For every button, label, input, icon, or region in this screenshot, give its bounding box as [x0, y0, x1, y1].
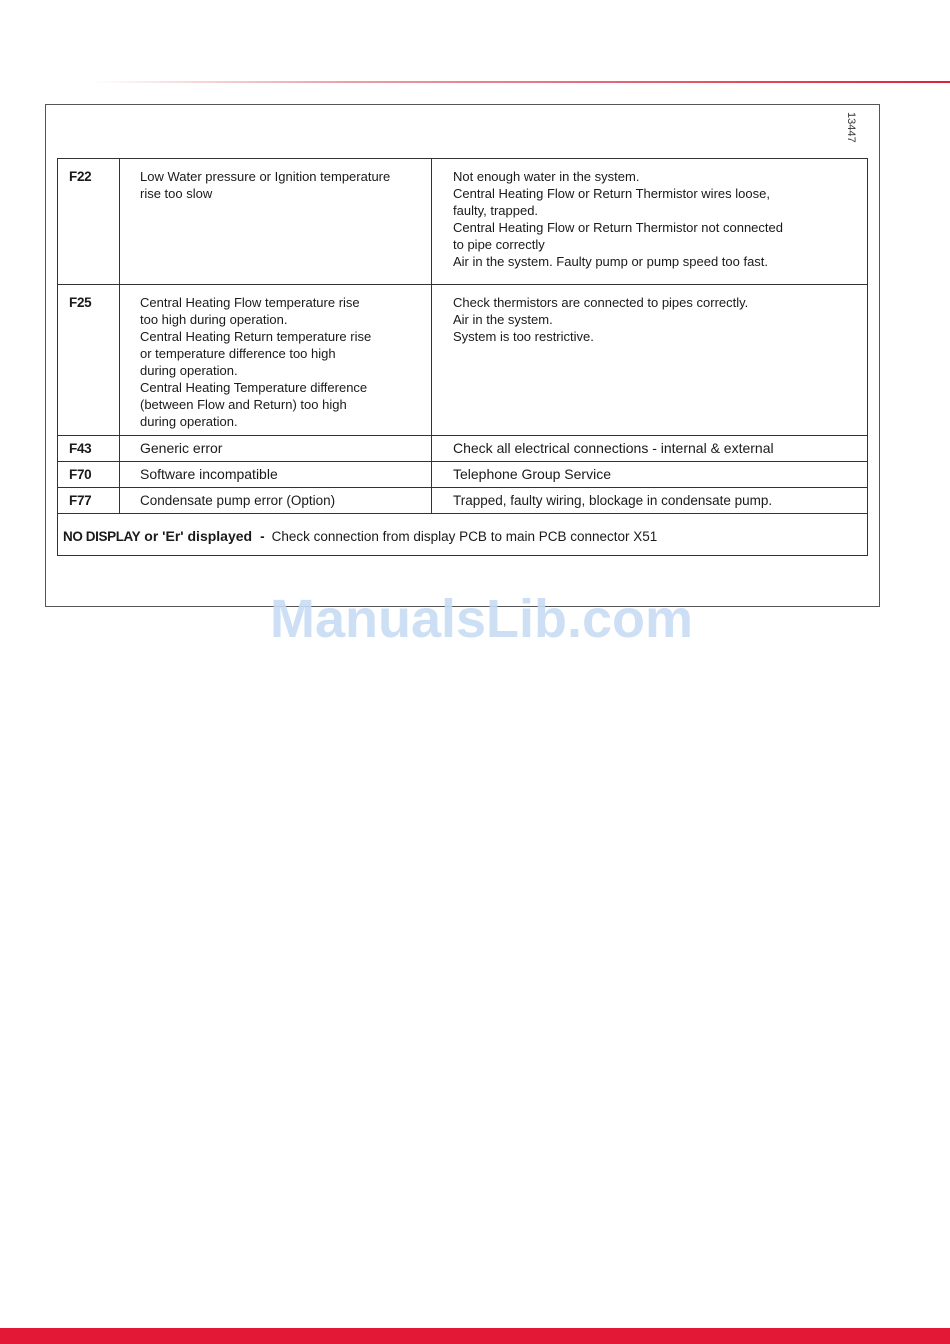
code-cell — [58, 436, 120, 462]
action-cell — [432, 436, 868, 462]
document-number: 13447 — [845, 112, 857, 143]
fault-code: F43 — [69, 441, 92, 456]
fault-code-table — [57, 158, 868, 556]
code-cell — [58, 462, 120, 488]
action-cell — [432, 159, 868, 285]
fault-action: Not enough water in the system. Central Heating Flow or Return Thermistor wires loose, faulty, trapped. Central Heating Flow or Return Thermistor not connected to pipe correctly Air in the system. Faulty pump or pump speed too fast. — [453, 169, 783, 269]
no-display-separator: - — [260, 529, 265, 544]
fault-description: Condensate pump error (Option) — [140, 493, 336, 508]
fault-action: Trapped, faulty wiring, blockage in condensate pump. — [453, 493, 773, 508]
fault-description: Low Water pressure or Ignition temperature rise too slow — [140, 169, 391, 201]
fault-code: F77 — [69, 493, 92, 508]
no-display-note — [58, 514, 867, 545]
fault-description: Generic error — [140, 440, 223, 456]
no-display-cell — [58, 514, 868, 556]
action-cell — [432, 462, 868, 488]
description-cell — [120, 159, 432, 285]
table-row — [58, 285, 868, 436]
fault-action: Check thermistors are connected to pipes correctly. Air in the system. System is too restrictive. — [453, 295, 749, 344]
description-cell — [120, 436, 432, 462]
fault-description: Software incompatible — [140, 466, 278, 482]
no-display-action: Check connection from display PCB to main PCB connector X51 — [271, 529, 658, 544]
table-row — [58, 462, 868, 488]
table-row — [58, 159, 868, 285]
description-cell — [120, 462, 432, 488]
fault-action: Telephone Group Service — [453, 466, 611, 482]
fault-code: F25 — [69, 295, 92, 310]
no-display-row — [58, 514, 868, 556]
footer-bar — [0, 1328, 950, 1344]
code-cell — [58, 285, 120, 436]
watermark: ManualsLib.com — [269, 589, 694, 649]
description-cell — [120, 488, 432, 514]
table-row — [58, 488, 868, 514]
header-rule — [90, 81, 950, 83]
er-displayed-label: or 'Er' displayed — [144, 528, 253, 544]
fault-code: F22 — [69, 169, 92, 184]
code-cell — [58, 488, 120, 514]
description-cell — [120, 285, 432, 436]
fault-action: Check all electrical connections - internal & external — [453, 440, 774, 456]
no-display-label: NO DISPLAY — [63, 529, 141, 544]
fault-code: F70 — [69, 467, 92, 482]
code-cell — [58, 159, 120, 285]
action-cell — [432, 488, 868, 514]
action-cell — [432, 285, 868, 436]
fault-description: Central Heating Flow temperature rise too high during operation. Central Heating Return temperature rise or temperature difference too high during operation. Central Heating Temperature difference (between Flow and Return) too high during operation. — [140, 295, 372, 429]
table-row — [58, 436, 868, 462]
